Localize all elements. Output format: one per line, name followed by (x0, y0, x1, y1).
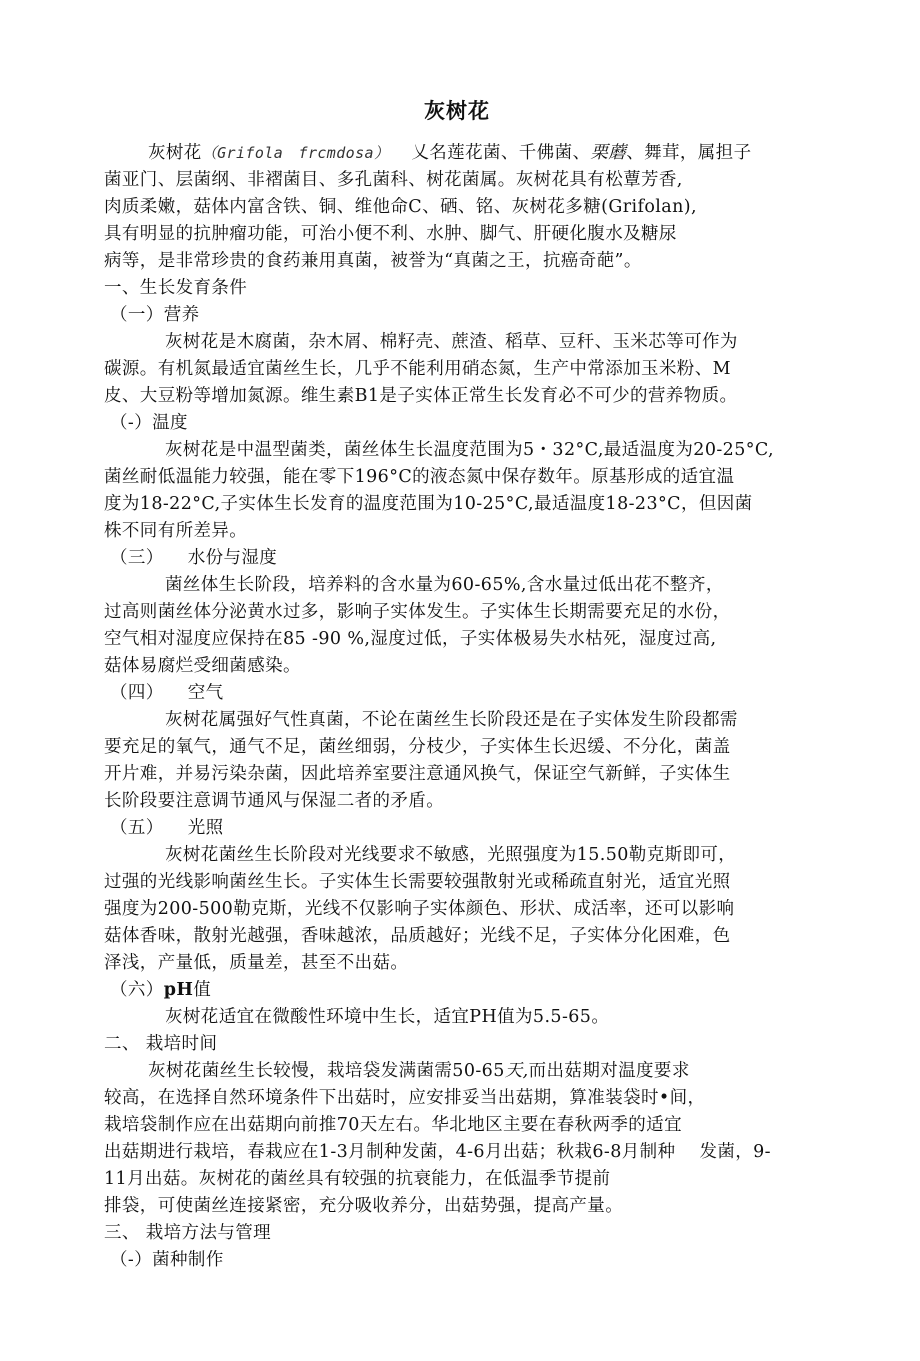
air-heading-number: （四） (110, 683, 164, 703)
temperature-line-1: 灰树花是中温型菌类，菌丝体生长温度范围为5・32°C,最适温度为20-25°C, (165, 440, 775, 460)
temperature-heading: （-）温度 (110, 413, 188, 433)
intro-line-4: 具有明显的抗肿瘤功能，可治小便不利、水肿、脚气、肝硬化腹水及糖尿 (104, 224, 677, 244)
light-line-4: 菇体香味，散射光越强，香味越浓，品质越好；光线不足，子实体分化困难，色 (104, 926, 731, 946)
cultivation-time-line-1 (148, 1057, 690, 1085)
cultivation-time-line-4 (104, 1138, 771, 1166)
light-line-1: 灰树花菌丝生长阶段对光线要求不敏感，光照强度为15.50勒克斯即可， (165, 845, 737, 865)
light-heading (110, 814, 224, 842)
light-heading-text: 光照 (187, 818, 224, 838)
intro-line-3: 肉质柔嫩，菇体内富含铁、铜、维他命C、硒、铭、灰树花多糖(Grifolan), (104, 197, 697, 217)
ct-line-4-b: 发菌，9- (699, 1142, 771, 1162)
water-heading-number: （三） (110, 548, 164, 568)
intro-line-2: 菌亚门、层菌纲、非褶菌目、多孔菌科、树花菌属。灰树花具有松蕈芳香, (104, 170, 683, 190)
temperature-line-2: 菌丝耐低温能力较强，能在零下196°C的液态氮中保存数年。原基形成的适宜温 (104, 467, 735, 487)
cultivation-time-line-6: 排袋，可使菌丝连接紧密，充分吸收养分，出菇势强，提高产量。 (104, 1196, 624, 1216)
intro-class: 、舞茸，属担子 (626, 143, 752, 163)
water-line-3: 空气相对湿度应保持在85 -90 %,湿度过低，子实体极易失水枯死，湿度过高, (104, 629, 717, 649)
ph-heading-bold: pH (163, 980, 194, 1000)
nutrition-line-2: 碳源。有机氮最适宜菌丝生长，几乎不能利用硝态氮，生产中常添加玉米粉、M (104, 359, 731, 379)
section-3-heading: 三、 栽培方法与管理 (104, 1223, 272, 1243)
nutrition-line-1: 灰树花是木腐菌，杂木屑、棉籽壳、蔗渣、稻草、豆秆、玉米芯等可作为 (165, 332, 738, 352)
intro-aliases: 乂名莲花菌、千佛菌、 (411, 143, 591, 163)
ph-heading-text: 值 (193, 980, 212, 1000)
water-line-1: 菌丝体生长阶段，培养料的含水量为60-65%,含水量过低出花不整齐， (165, 575, 724, 595)
air-line-3: 开片难，并易污染杂菌，因此培养室要注意通风换气，保证空气新鲜，子实体生 (104, 764, 731, 784)
water-heading-text: 水份与湿度 (187, 548, 278, 568)
light-line-3: 强度为200-500勒克斯，光线不仅影响子实体颜色、形状、成活率，还可以影响 (104, 899, 735, 919)
ct-line-4-a: 出菇期进行栽培，春栽应在1-3月制种发菌，4-6月出菇；秋栽6-8月制种 (104, 1142, 676, 1162)
light-line-2: 过强的光线影响菌丝生长。子实体生长需要较强散射光或稀疏直射光，适宜光照 (104, 872, 731, 892)
water-line-4: 菇体易腐烂受细菌感染。 (104, 656, 301, 676)
ph-line-1: 灰树花适宜在微酸性环境中生长，适宜PH值为5.5-65。 (165, 1007, 610, 1027)
air-heading (110, 679, 224, 707)
ct-line-1-italic: 天, (504, 1061, 529, 1081)
light-line-5: 泽浅，产量低，质量差，甚至不出菇。 (104, 953, 409, 973)
temperature-line-4: 株不同有所差异。 (104, 521, 248, 541)
ct-line-1-b: 而出菇期对温度要求 (528, 1061, 690, 1081)
ph-heading-number: （六） (110, 980, 164, 1000)
light-heading-number: （五） (110, 818, 164, 838)
section-1-heading: 一、生长发育条件 (104, 278, 248, 298)
water-line-2: 过高则菌丝体分泌黄水过多，影响子实体发生。子实体生长期需要充足的水份， (104, 602, 731, 622)
cultivation-time-line-5: 11月出菇。灰树花的菌丝具有较强的抗衰能力，在低温季节提前 (104, 1169, 611, 1189)
cultivation-time-line-2: 较高，在选择自然环境条件下出菇时，应安排妥当出菇期，算准装袋时•间， (104, 1088, 706, 1108)
water-heading (110, 544, 277, 572)
ct-line-1-a: 灰树花菌丝生长较慢，栽培袋发满菌需50-65 (148, 1061, 505, 1081)
intro-name: 灰树花 (148, 143, 202, 163)
section-2-heading: 二、 栽培时间 (104, 1034, 218, 1054)
ph-heading (110, 976, 211, 1004)
air-line-2: 要充足的氧气，通气不足，菌丝细弱，分枝少，子实体生长迟缓、不分化，菌盖 (104, 737, 731, 757)
air-heading-text: 空气 (187, 683, 224, 703)
page-title: 灰树花 (424, 98, 490, 123)
nutrition-line-3: 皮、大豆粉等增加氮源。维生素B1是子实体正常生长发育必不可少的营养物质。 (104, 386, 738, 406)
spawn-production-heading: （-）菌种制作 (110, 1250, 224, 1270)
intro-line-1 (148, 139, 752, 167)
intro-alias-italic: 栗蘑 (590, 143, 627, 163)
latin-name: （Grifola frcmdosa） (201, 144, 390, 162)
temperature-line-3: 度为18-22°C,子实体生长发育的温度范围为10-25°C,最适温度18-23°C，但因菌 (104, 494, 753, 514)
air-line-4: 长阶段要注意调节通风与保湿二者的矛盾。 (104, 791, 445, 811)
intro-line-5: 病等，是非常珍贵的食药兼用真菌，被誉为“真菌之王，抗癌奇葩”。 (104, 251, 642, 271)
nutrition-heading: （一）营养 (110, 305, 200, 325)
air-line-1: 灰树花属强好气性真菌，不论在菌丝生长阶段还是在子实体发生阶段都需 (165, 710, 738, 730)
cultivation-time-line-3: 栽培袋制作应在出菇期向前推70天左右。华北地区主要在春秋两季的适宜 (104, 1115, 682, 1135)
